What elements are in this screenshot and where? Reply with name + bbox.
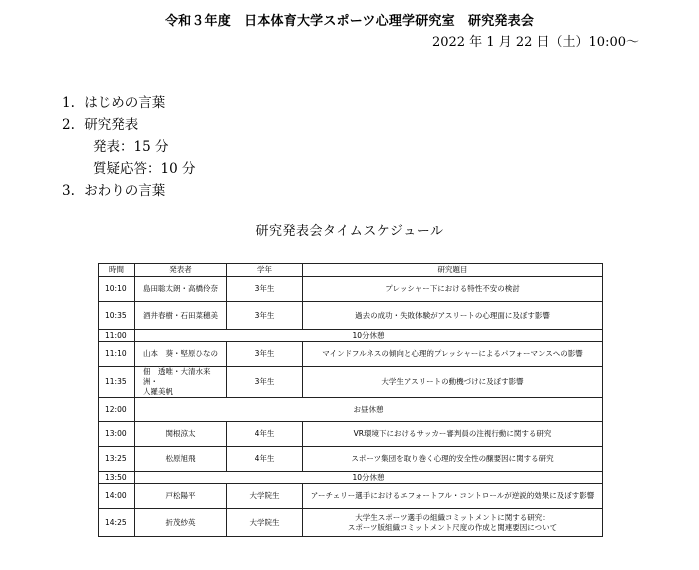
- header-time: 時間: [99, 264, 135, 277]
- row-topic: 大学生アスリートの動機づけに及ぼす影響: [303, 367, 603, 398]
- header-topic: 研究題目: [303, 264, 603, 277]
- row-break-label: 10分休憩: [135, 472, 603, 484]
- row-year: 4年生: [227, 422, 303, 447]
- agenda-item-label: 研究発表: [84, 117, 139, 133]
- row-topic: [303, 509, 603, 537]
- row-time: 11:35: [99, 367, 135, 398]
- row-presenter: 島田聡太朗・高橋伶奈: [135, 277, 227, 302]
- row-time: 10:10: [99, 277, 135, 302]
- agenda-list: [62, 92, 195, 202]
- table-row: [99, 367, 603, 398]
- schedule-title: 研究発表会タイムスケジュール: [255, 224, 444, 239]
- table-row-break: [99, 330, 603, 342]
- row-presenter: 山本 葵・堅原ひなの: [135, 342, 227, 367]
- row-topic: VR環境下におけるサッカー審判員の注視行動に関する研究: [303, 422, 603, 447]
- table-row: [99, 447, 603, 472]
- agenda-item-label: おわりの言葉: [84, 183, 166, 199]
- row-time: 14:00: [99, 484, 135, 509]
- agenda-item-number: 2.: [62, 117, 75, 133]
- table-row: [99, 422, 603, 447]
- table-row-break: [99, 398, 603, 422]
- row-topic: マインドフルネスの傾向と心理的プレッシャーによるパフォーマンスへの影響: [303, 342, 603, 367]
- row-year: 3年生: [227, 277, 303, 302]
- row-break-label: お昼休憩: [135, 398, 603, 422]
- row-topic: アーチェリー選手におけるエフォートフル・コントロールが逆説的効果に及ぼす影響: [303, 484, 603, 509]
- event-date: 2022 年 1 月 22 日（土）10:00～: [431, 35, 639, 50]
- row-presenter: [135, 367, 227, 398]
- row-year: 大学院生: [227, 509, 303, 537]
- row-time: 11:00: [99, 330, 135, 342]
- agenda-item-label: はじめの言葉: [84, 95, 166, 111]
- agenda-subitem: 質疑応答：10 分: [93, 161, 196, 177]
- agenda-item-number: 3.: [62, 183, 75, 199]
- agenda-item: [62, 114, 195, 136]
- table-row: [99, 342, 603, 367]
- row-year: 4年生: [227, 447, 303, 472]
- header-presenter: 発表者: [135, 264, 227, 277]
- row-topic: 過去の成功・失敗体験がアスリートの心理面に及ぼす影響: [303, 302, 603, 330]
- agenda-item-number: 1.: [62, 95, 75, 111]
- header-year: 学年: [227, 264, 303, 277]
- row-time: 10:35: [99, 302, 135, 330]
- row-presenter: 松原旭飛: [135, 447, 227, 472]
- table-row: [99, 484, 603, 509]
- row-break-label: 10分休憩: [135, 330, 603, 342]
- row-time: 14:25: [99, 509, 135, 537]
- row-year: 3年生: [227, 342, 303, 367]
- agenda-item: [62, 180, 195, 202]
- row-time: 13:50: [99, 472, 135, 484]
- row-year: 大学院生: [227, 484, 303, 509]
- row-presenter: 関根涼太: [135, 422, 227, 447]
- row-presenter: 酒井春樹・石田菜穂美: [135, 302, 227, 330]
- table-row: [99, 302, 603, 330]
- row-time: 13:25: [99, 447, 135, 472]
- row-topic-line: 大学生スポーツ選手の組織コミットメントに関する研究：: [355, 512, 550, 522]
- row-topic: スポーツ集団を取り巻く心理的安全性の醸要因に関する研究: [303, 447, 603, 472]
- row-time: 13:00: [99, 422, 135, 447]
- agenda-item: [62, 92, 195, 114]
- schedule-table: [98, 263, 603, 537]
- page-title: 令和３年度 日本体育大学スポーツ心理学研究室 研究発表会: [164, 14, 535, 29]
- table-header-row: [99, 264, 603, 277]
- row-topic: プレッシャー下における特性不安の検討: [303, 277, 603, 302]
- row-topic-line: スポーツ版組織コミットメント尺度の作成と関連要因について: [347, 522, 558, 532]
- row-presenter: 戸松陽平: [135, 484, 227, 509]
- table-row-break: [99, 472, 603, 484]
- row-time: 12:00: [99, 398, 135, 422]
- row-presenter: 折茂紗英: [135, 509, 227, 537]
- agenda-subitem: 発表：15 分: [93, 139, 169, 155]
- row-year: 3年生: [227, 302, 303, 330]
- table-row: [99, 509, 603, 537]
- table-row: [99, 277, 603, 302]
- row-year: 3年生: [227, 367, 303, 398]
- row-presenter-line: 人羅美帆: [143, 387, 173, 396]
- row-time: 11:10: [99, 342, 135, 367]
- row-presenter-line: 佃 透唯・大清水来洲・: [143, 367, 211, 386]
